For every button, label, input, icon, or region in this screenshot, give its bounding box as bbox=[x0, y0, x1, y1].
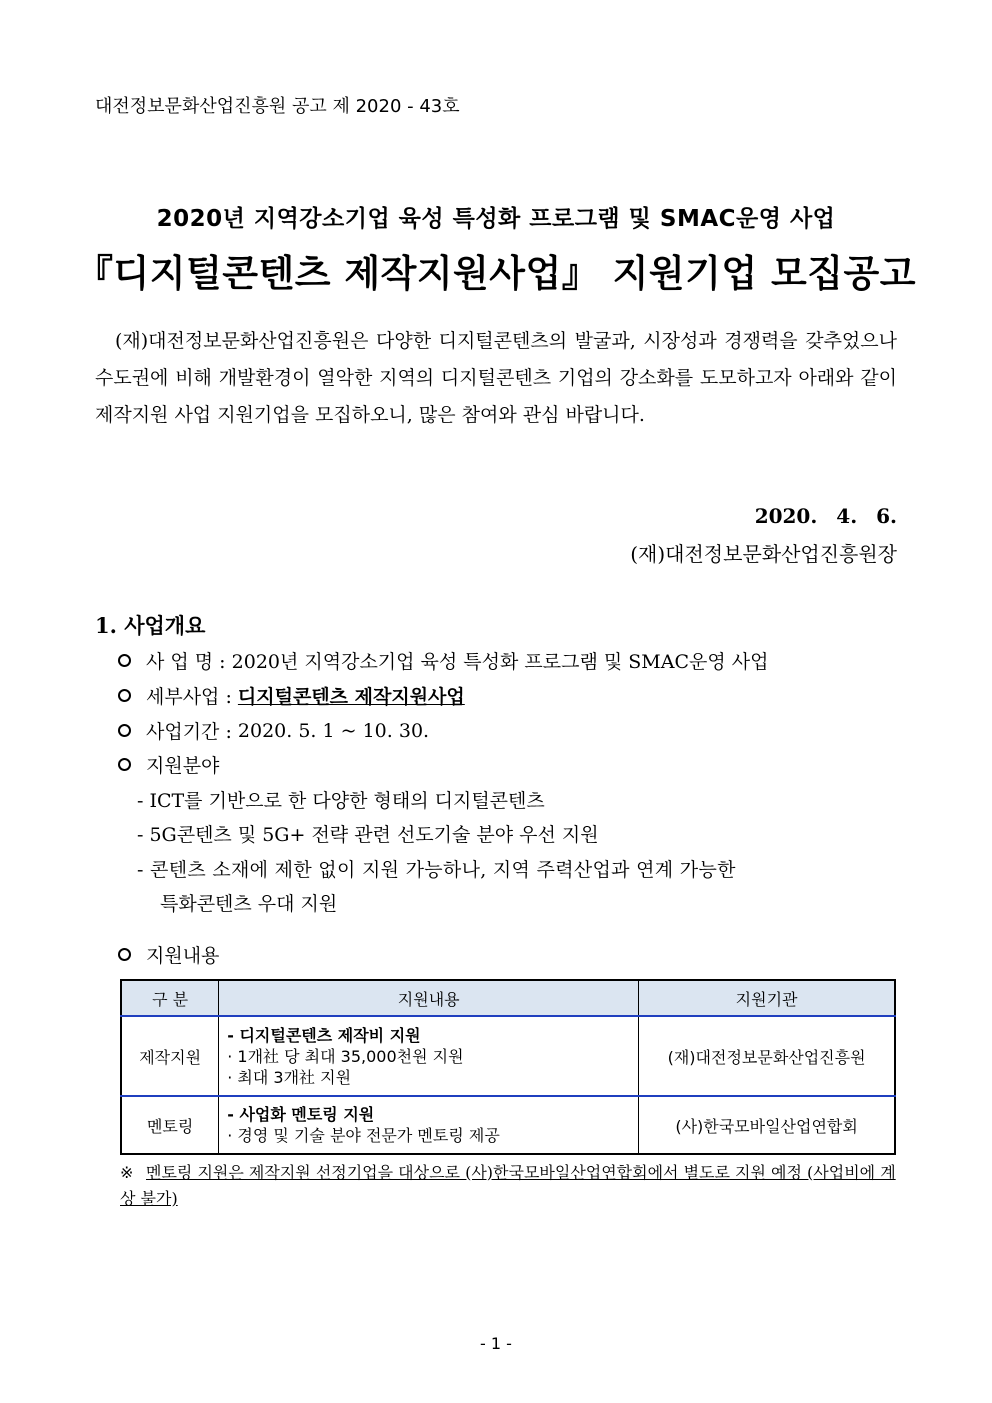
field-row bbox=[118, 751, 219, 778]
table-row bbox=[121, 1096, 895, 1154]
page-number: - 1 - bbox=[480, 1334, 512, 1353]
content-line: · 최대 3개社 지원 bbox=[227, 1067, 352, 1087]
circle-bullet-icon bbox=[118, 654, 131, 667]
sub-project-row bbox=[118, 682, 465, 709]
period-row bbox=[118, 717, 429, 744]
circle-bullet-icon bbox=[118, 689, 131, 702]
table-cell-category: 제작지원 bbox=[121, 1016, 219, 1096]
content-line: · 경영 및 기술 분야 전문가 멘토링 제공 bbox=[227, 1126, 500, 1145]
document-subtitle: 2020년 지역강소기업 육성 특성화 프로그램 및 SMAC운영 사업 bbox=[156, 206, 836, 232]
intro-text: (재)대전정보문화산업진흥원은 다양한 디지털콘텐츠의 발굴과, 시장성과 경쟁력을 갖추었으나 수도권에 비해 개발환경이 열악한 지역의 디지털콘텐츠 기업의 강소화를 도모하고자 아래와 같이 제작지원 사업 지원기업을 모집하오니, 많은 참여와 관심 바랍니다. bbox=[95, 330, 897, 426]
table-cell-org: (재)대전정보문화산업진흥원 bbox=[639, 1016, 895, 1096]
period-value: 2020. 5. 1 ~ 10. 30. bbox=[237, 719, 430, 742]
document-title: 『디지털콘텐츠 제작지원사업』 지원기업 모집공고 bbox=[76, 252, 916, 295]
content-line: · 1개社 당 최대 35,000천원 지원 bbox=[227, 1046, 464, 1066]
field-item: - ICT를 기반으로 한 다양한 형태의 디지털콘텐츠 bbox=[137, 790, 545, 812]
content-label: 지원내용 bbox=[146, 945, 220, 967]
content-title: - 디지털콘텐츠 제작비 지원 bbox=[227, 1025, 421, 1045]
sub-project-label: 세부사업 : bbox=[146, 686, 232, 708]
project-name-row bbox=[118, 647, 768, 674]
issuer: (재)대전정보문화산업진흥원장 bbox=[630, 542, 897, 566]
footnote bbox=[120, 1160, 898, 1212]
field-item: - 5G콘텐츠 및 5G+ 전략 관련 선도기술 분야 우선 지원 bbox=[137, 824, 599, 846]
table-header-row bbox=[121, 980, 895, 1016]
table-cell-org: (사)한국모바일산업연합회 bbox=[639, 1096, 895, 1154]
period-label: 사업기간 : bbox=[146, 721, 232, 743]
section-heading: 1. 사업개요 bbox=[95, 613, 206, 638]
table-cell-content bbox=[219, 1096, 639, 1154]
intro-paragraph bbox=[95, 323, 897, 434]
table-cell-category: 멘토링 bbox=[121, 1096, 219, 1154]
table-cell-content bbox=[219, 1016, 639, 1096]
field-item: - 콘텐츠 소재에 제한 없이 지원 가능하나, 지역 주력산업과 연계 가능한 bbox=[137, 859, 736, 881]
table-header: 지원내용 bbox=[219, 980, 639, 1016]
table-row bbox=[121, 1016, 895, 1096]
reference-mark: ※ bbox=[120, 1163, 134, 1182]
support-table bbox=[120, 979, 896, 1155]
circle-bullet-icon bbox=[118, 724, 131, 737]
circle-bullet-icon bbox=[118, 758, 131, 771]
notice-date: 2020. 4. 6. bbox=[754, 504, 897, 528]
field-label: 지원분야 bbox=[146, 755, 220, 777]
content-title: - 사업화 멘토링 지원 bbox=[227, 1105, 375, 1124]
footnote-text: 멘토링 지원은 제작지원 선정기업을 대상으로 (사)한국모바일산업연합회에서 별도로 지원 예정 (사업비에 계상 불가) bbox=[120, 1163, 896, 1208]
field-item-continuation: 특화콘텐츠 우대 지원 bbox=[160, 893, 338, 915]
project-name-value: 2020년 지역강소기업 육성 특성화 프로그램 및 SMAC운영 사업 bbox=[231, 651, 769, 673]
table-header: 구 분 bbox=[121, 980, 219, 1016]
sub-project-value: 디지털콘텐츠 제작지원사업 bbox=[237, 686, 465, 708]
notice-number: 대전정보문화산업진흥원 공고 제 2020 - 43호 bbox=[95, 96, 460, 117]
content-row bbox=[118, 941, 219, 968]
circle-bullet-icon bbox=[118, 948, 131, 961]
table-header: 지원기관 bbox=[639, 980, 895, 1016]
project-name-label: 사 업 명 : bbox=[146, 651, 226, 673]
